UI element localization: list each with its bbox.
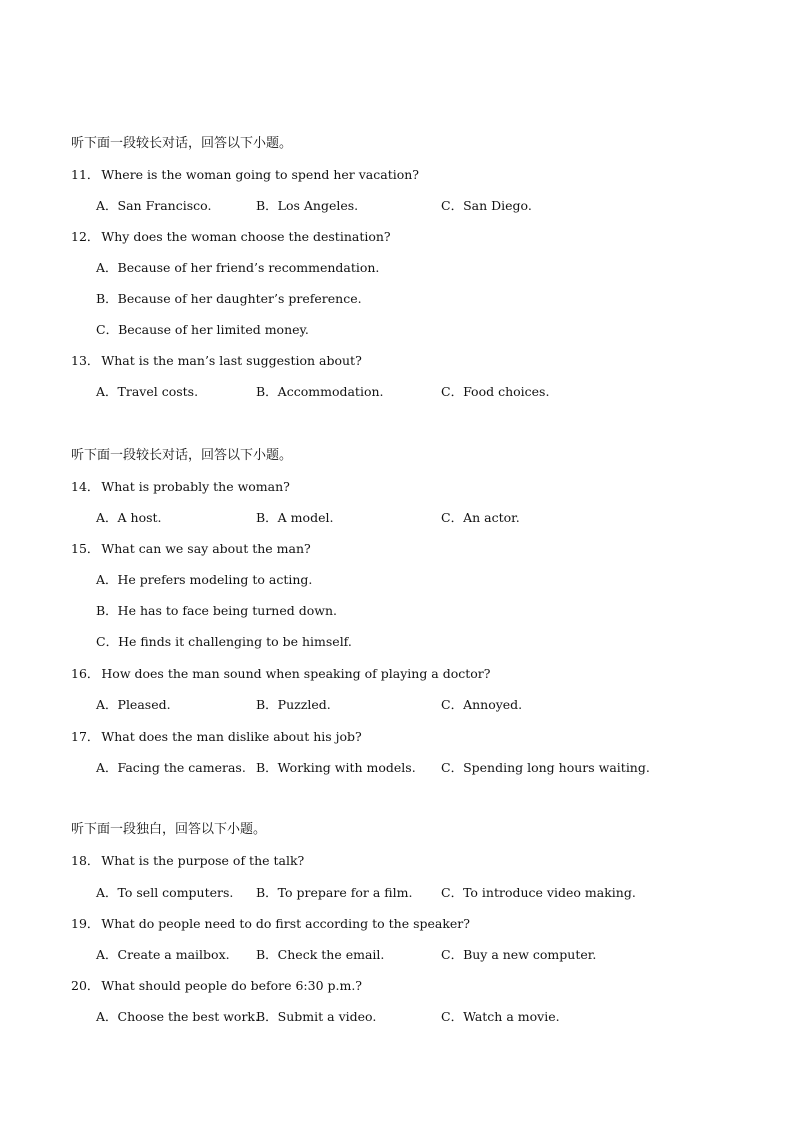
question-number: 13． [71,353,100,368]
option-a: A．San Francisco. [96,198,212,213]
question-text: How does the man sound when speaking of playing a doctor? [101,666,491,681]
option-b: B．To prepare for a film. [256,885,413,900]
option-a: A．Pleased. [96,697,171,712]
question-number: 12． [71,229,100,244]
option-c: C．An actor. [441,510,520,525]
section-instruction: 听下面一段较长对话，回答以下小题。 [71,448,293,463]
option-b: B．Check the email. [256,947,385,962]
question-15 [71,541,311,557]
option-c: C．Buy a new computer. [441,947,597,962]
question-text: What is probably the woman? [101,479,290,494]
question-number: 14． [71,479,100,494]
question-number: 16． [71,666,100,681]
option-c: C．Food choices. [441,384,550,399]
question-text: What can we say about the man? [101,541,311,556]
option-b: B．A model. [256,510,334,525]
question-text: What is the man’s last suggestion about? [101,353,362,368]
section-instruction: 听下面一段独白，回答以下小题。 [71,822,267,837]
option-b: B．Submit a video. [256,1009,377,1024]
option-a: A．Create a mailbox. [96,947,230,962]
option-c: C．Watch a movie. [441,1009,560,1024]
question-11 [71,167,419,183]
option-c: C．He finds it challenging to be himself. [96,634,352,649]
section-instruction: 听下面一段较长对话，回答以下小题。 [71,136,293,151]
option-c: C．Spending long hours waiting. [441,760,650,775]
option-a: A．Because of her friend’s recommendation. [96,260,380,275]
question-18 [71,853,304,869]
option-a: A．Choose the best work. [96,1009,259,1024]
question-12 [71,229,391,245]
option-a: A．To sell computers. [96,885,234,900]
question-number: 15． [71,541,100,556]
option-c: C．Because of her limited money. [96,322,309,337]
option-c: C．To introduce video making. [441,885,636,900]
question-number: 20． [71,978,100,993]
option-c: C．San Diego. [441,198,532,213]
question-20 [71,978,362,994]
question-13 [71,353,362,369]
question-text: Why does the woman choose the destination? [101,229,391,244]
option-b: B．Los Angeles. [256,198,359,213]
question-text: Where is the woman going to spend her vacation? [101,167,420,182]
question-number: 17． [71,729,100,744]
question-17 [71,729,362,745]
option-b: B．Puzzled. [256,697,331,712]
question-number: 18． [71,853,100,868]
option-b: B．Accommodation. [256,384,384,399]
question-text: What is the purpose of the talk? [101,853,305,868]
option-a: A．He prefers modeling to acting. [96,572,313,587]
question-14 [71,479,290,495]
question-16 [71,666,491,682]
question-text: What does the man dislike about his job? [101,729,362,744]
option-b: B．He has to face being turned down. [96,603,337,618]
option-a: A．A host. [96,510,162,525]
question-text: What do people need to do first according to the speaker? [101,916,470,931]
option-a: A．Facing the cameras. [96,760,246,775]
question-number: 19． [71,916,100,931]
option-a: A．Travel costs. [96,384,199,399]
option-c: C．Annoyed. [441,697,523,712]
option-b: B．Because of her daughter’s preference. [96,291,362,306]
question-number: 11． [71,167,100,182]
option-b: B．Working with models. [256,760,416,775]
question-19 [71,916,470,932]
question-text: What should people do before 6:30 p.m.? [101,978,363,993]
